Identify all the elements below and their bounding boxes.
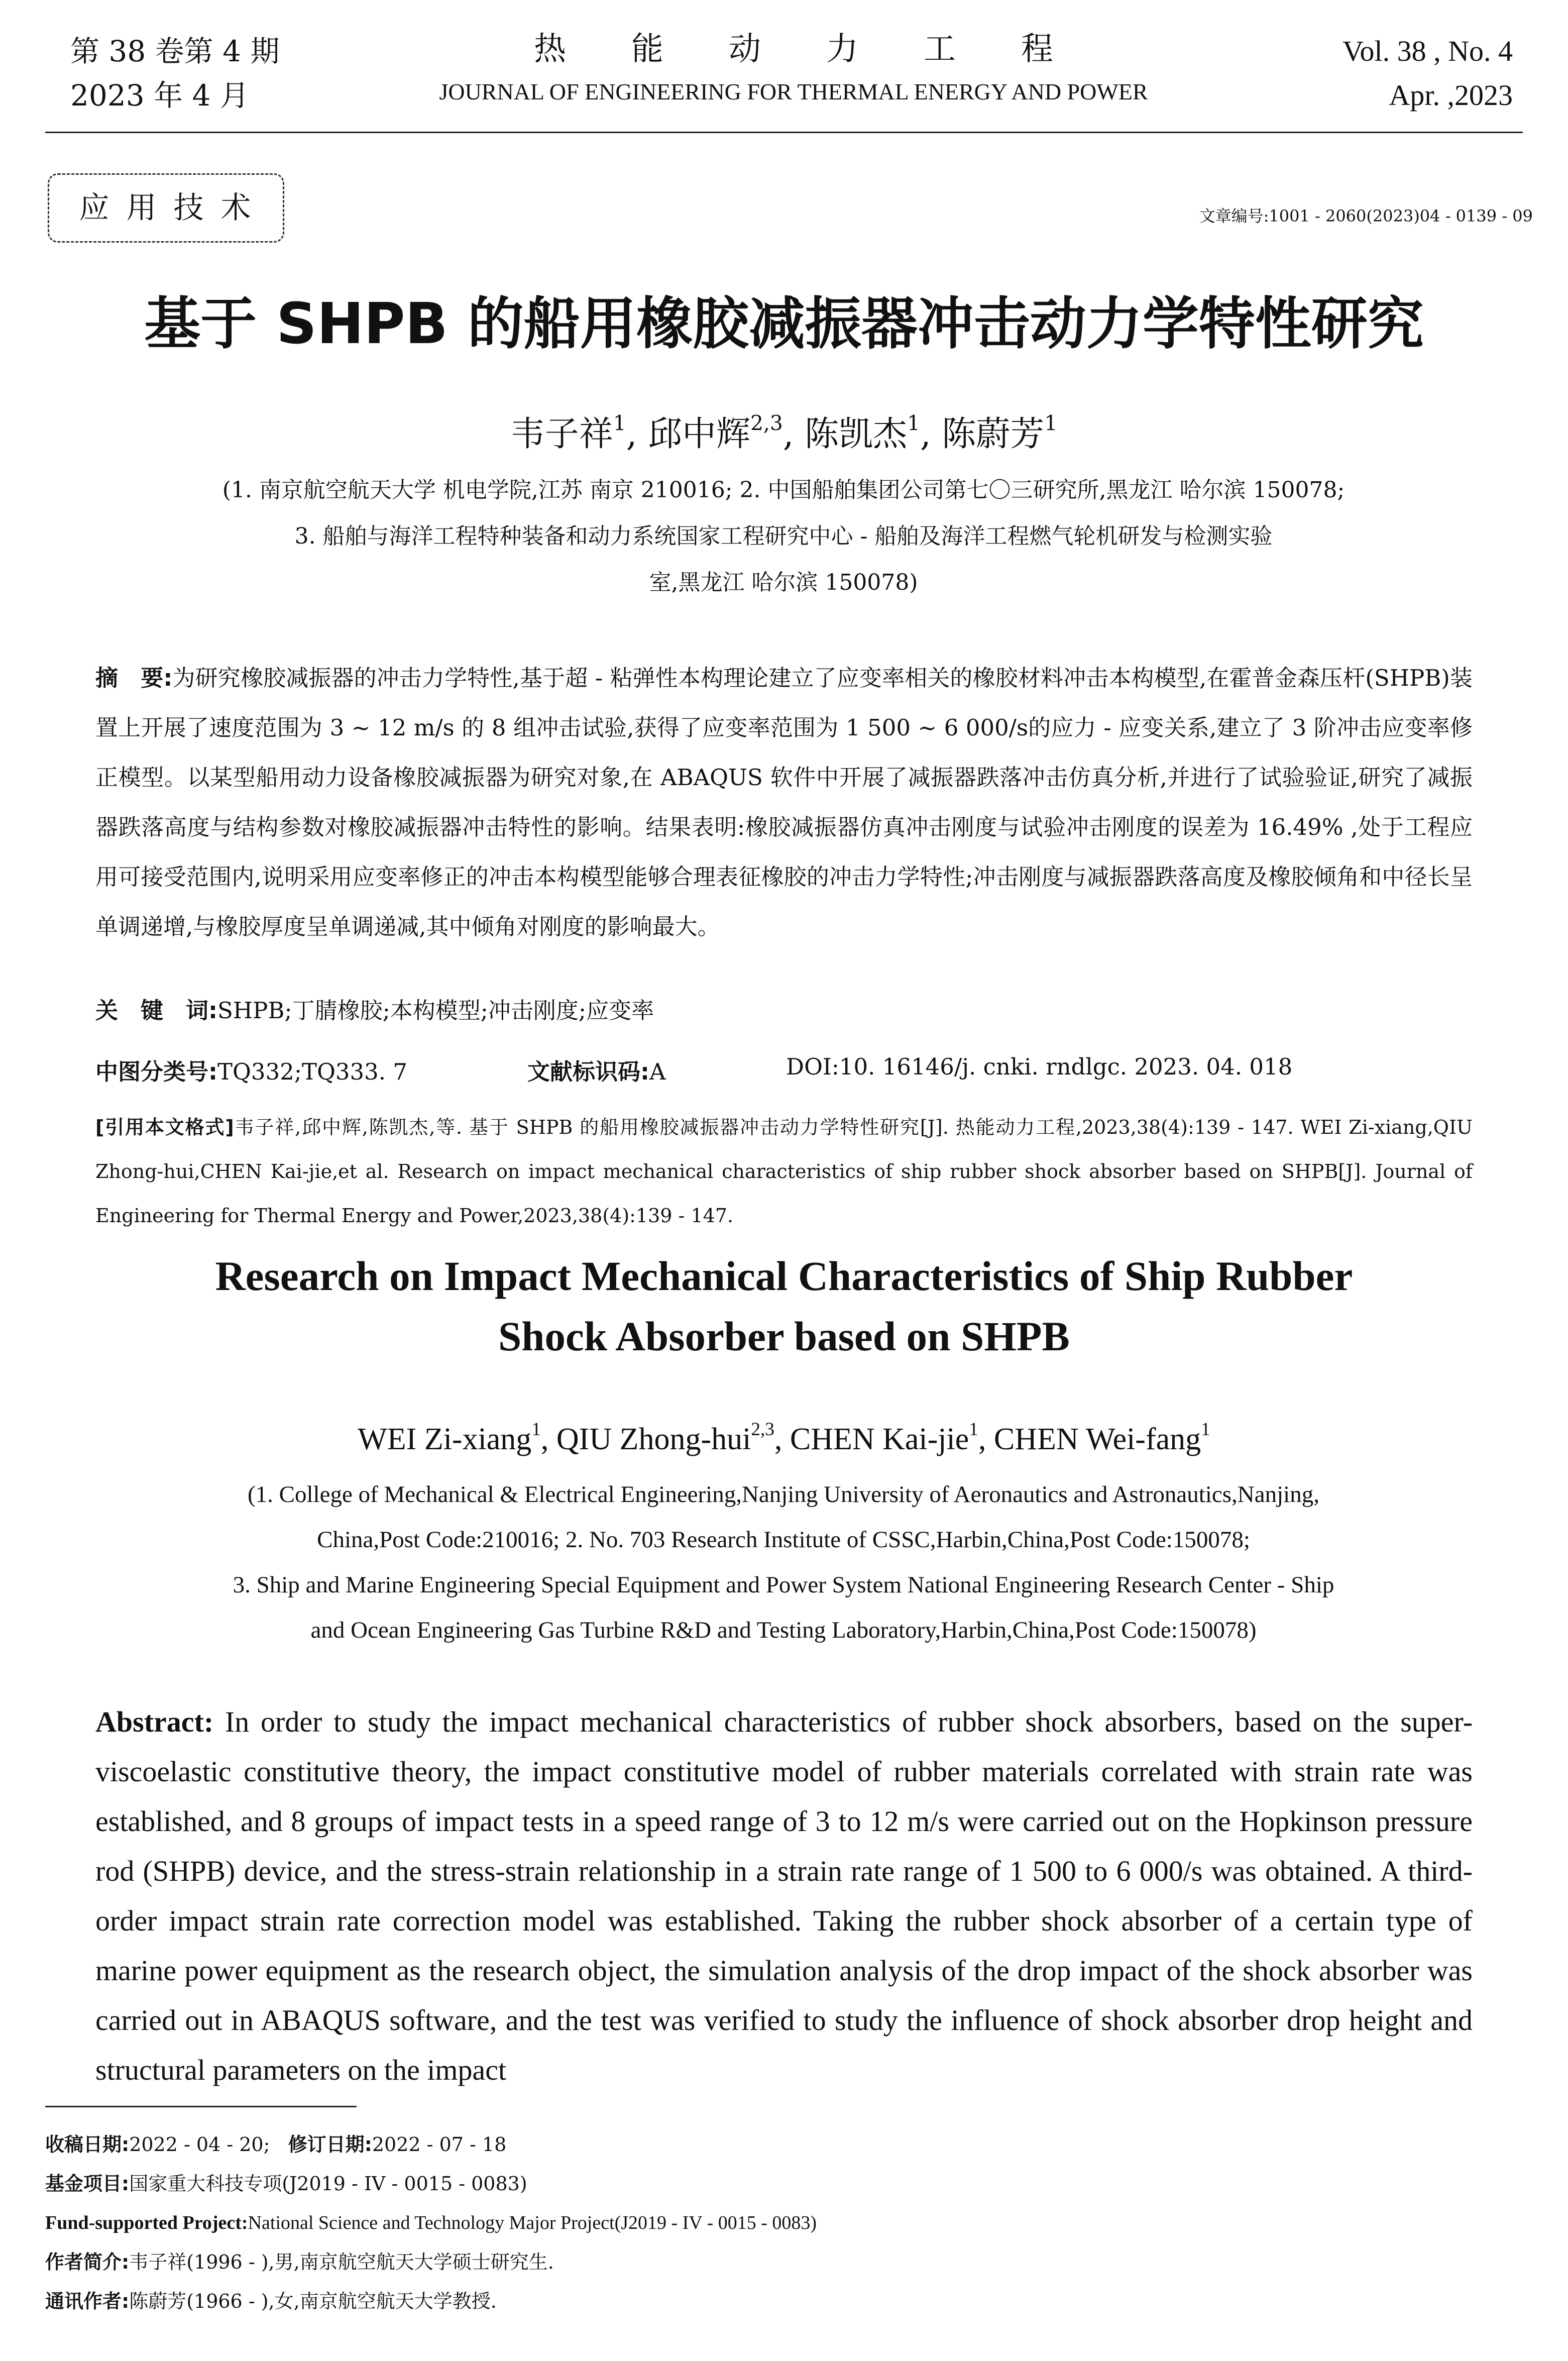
- doc-code-value: A: [649, 1058, 666, 1085]
- author-en: CHEN Wei-fang: [993, 1422, 1201, 1456]
- abstract-en-text: In order to study the impact mechanical characteristics of rubber shock absorbers, based on the super-viscoelastic constitutive theory, the impact constitutive model of rubber materials correlated with strain rate was established, and 8 groups of impact tests in a speed range of 3 to 12 m/s were carried out on the Hopkinson pressure rod (SHPB) device, and the stress-strain relationship in a strain rate range of 1 500 to 6 000/s was obtained. A third-order impact strain rate correction model was established. Taking the rubber shock absorber of a certain type of marine power equipment as the research object, the simulation analysis of the drop impact of the shock absorber was carried out in ABAQUS software, and the test was verified to study the influence of shock absorber drop height and structural parameters on the impact: [95, 1705, 1473, 2086]
- author-cn: 韦子祥: [510, 414, 613, 454]
- affiliation-line: and Ocean Engineering Gas Turbine R&D and Testing Laboratory,Harbin,China,Post Code:150078): [310, 1617, 1257, 1643]
- author-en: WEI Zi-xiang: [358, 1422, 532, 1456]
- author-sup: 1: [613, 411, 626, 436]
- affiliation-line: (1. College of Mechanical & Electrical Engineering,Nanjing University of Aeronautics and Astronautics,Nanjing,: [248, 1481, 1319, 1508]
- doi: DOI:10. 16146/j. cnki. rndlgc. 2023. 04. 018: [786, 1053, 1293, 1080]
- doc-code: [527, 1053, 666, 1086]
- author-sup: 1: [969, 1419, 978, 1440]
- received-value: 2022 - 04 - 20;: [129, 2133, 270, 2156]
- affiliations-cn: [90, 467, 1477, 606]
- keywords-label: 关 键 词:: [95, 997, 217, 1024]
- author-bio-line: [45, 2242, 1502, 2282]
- author-sup: 1: [531, 1419, 541, 1440]
- fund-cn-value: 国家重大科技专项(J2019 - IV - 0015 - 0083): [129, 2173, 527, 2195]
- author-cn: 陈蔚芳: [942, 414, 1045, 454]
- issue-info-en: [1342, 29, 1513, 118]
- section-tag: [48, 173, 284, 243]
- clc-value: TQ332;TQ333. 7: [217, 1058, 407, 1085]
- journal-name-cn: 热能动力工程: [534, 31, 1118, 68]
- fund-en-line: [45, 2203, 1502, 2242]
- affiliation-line: China,Post Code:210016; 2. No. 703 Research Institute of CSSC,Harbin,China,Post Code:150078;: [317, 1527, 1250, 1553]
- issue-number-cn: 第 38 卷第 4 期: [70, 34, 280, 68]
- author-sup: 2,3: [751, 1419, 774, 1440]
- abstract-cn-label: 摘 要:: [95, 665, 173, 691]
- affiliation-line: (1. 南京航空航天大学 机电学院,江苏 南京 210016; 2. 中国船舶集团公司第七〇三研究所,黑龙江 哈尔滨 150078;: [222, 477, 1345, 503]
- keywords-cn: [95, 992, 654, 1025]
- corresponding-label: 通讯作者:: [45, 2290, 130, 2312]
- volume-en: Vol. 38 , No. 4: [1342, 35, 1513, 67]
- citation-label: [引用本文格式]: [95, 1116, 234, 1138]
- citation-text: 韦子祥,邱中辉,陈凯杰,等. 基于 SHPB 的船用橡胶减振器冲击动力学特性研究[J]. 热能动力工程,2023,38(4):139 - 147. WEI Zi-xiang,QIU Zhong-hui,CHEN Kai-jie,et al. Research on impact mechanical characteristics of ship rubber shock absorber based on SHPB[J]. Journal of Engineering for Thermal Energy and Power,2023,38(4):139 - 147.: [95, 1116, 1473, 1227]
- issue-date-cn: 2023 年 4 月: [70, 78, 249, 113]
- article-number: 文章编号:1001 - 2060(2023)04 - 0139 - 09: [1199, 206, 1533, 226]
- title-en-line: Research on Impact Mechanical Characteristics of Ship Rubber: [215, 1253, 1353, 1299]
- title-en-line: Shock Absorber based on SHPB: [498, 1313, 1070, 1359]
- authors-cn: 韦子祥$^1$, 邱中辉$^{2,3}$, 陈凯杰$^1$, 陈蔚芳$^1$: [510, 411, 1058, 454]
- abstract-en: [95, 1697, 1473, 2095]
- abstract-cn: [95, 653, 1473, 951]
- revised-value: 2022 - 07 - 18: [372, 2133, 507, 2156]
- section-tag-label: 应用技术: [79, 190, 268, 226]
- corresponding-value: 陈蔚芳(1966 - ),女,南京航空航天大学教授.: [129, 2290, 497, 2312]
- author-sup: 2,3: [750, 411, 783, 436]
- header-rule: [45, 132, 1523, 133]
- journal-name-en: JOURNAL OF ENGINEERING FOR THERMAL ENERGY AND POWER: [439, 79, 1148, 104]
- abstract-en-label: Abstract:: [95, 1705, 214, 1738]
- title-cn: 基于 SHPB 的船用橡胶减振器冲击动力学特性研究: [144, 291, 1424, 357]
- citation-block: [95, 1105, 1473, 1238]
- abstract-cn-text: 为研究橡胶减振器的冲击力学特性,基于超 - 粘弹性本构理论建立了应变率相关的橡胶材料冲击本构模型,在霍普金森压杆(SHPB)装置上开展了速度范围为 3 ~ 12 m/s 的 8 组冲击试验,获得了应变率范围为 1 500 ~ 6 000/s的应力 - 应变关系,建立了 3 阶冲击应变率修正模型。以某型船用动力设备橡胶减振器为研究对象,在 ABAQUS 软件中开展了减振器跌落冲击仿真分析,并进行了试验验证,研究了减振器跌落高度与结构参数对橡胶减振器冲击特性的影响。结果表明:橡胶减振器仿真冲击刚度与试验冲击刚度的误差为 16.49% ,处于工程应用可接受范围内,说明采用应变率修正的冲击本构模型能够合理表征橡胶的冲击力学特性;冲击刚度与减振器跌落高度及橡胶倾角和中径长呈单调递增,与橡胶厚度呈单调递减,其中倾角对刚度的影响最大。: [95, 665, 1473, 940]
- keywords-text: SHPB;丁腈橡胶;本构模型;冲击刚度;应变率: [217, 997, 654, 1024]
- fund-en-value: National Science and Technology Major Project(J2019 - IV - 0015 - 0083): [248, 2212, 817, 2233]
- fund-cn-label: 基金项目:: [45, 2173, 130, 2195]
- title-en: [0, 1246, 1568, 1366]
- authors-en: WEI Zi-xiang$^1$, QIU Zhong-hui$^{2,3}$, CHEN Kai-jie$^1$, CHEN Wei-fang$^1$: [358, 1419, 1210, 1456]
- author-en: CHEN Kai-jie: [790, 1422, 969, 1456]
- received-label: 收稿日期:: [45, 2133, 130, 2156]
- author-sup: 1: [1201, 1419, 1210, 1440]
- author-en: QIU Zhong-hui: [556, 1422, 751, 1456]
- classification-row: [95, 1053, 407, 1086]
- received-line: [45, 2125, 1502, 2164]
- clc-label: 中图分类号:: [95, 1058, 217, 1085]
- affiliation-line: 3. 船舶与海洋工程特种装备和动力系统国家工程研究中心 - 船舶及海洋工程燃气轮机研发与检测实验: [294, 523, 1273, 549]
- fund-en-label: Fund-supported Project:: [45, 2212, 248, 2233]
- footnotes: [45, 2125, 1502, 2321]
- author-bio-label: 作者简介:: [45, 2251, 130, 2273]
- journal-masthead: [382, 29, 1205, 110]
- author-cn: 陈凯杰: [805, 414, 908, 454]
- affiliation-line: 室,黑龙江 哈尔滨 150078): [649, 570, 918, 595]
- affiliation-line: 3. Ship and Marine Engineering Special Equipment and Power System National Engineering Research Center - Ship: [233, 1572, 1334, 1598]
- doc-code-label: 文献标识码:: [527, 1058, 649, 1085]
- date-en: Apr. ,2023: [1389, 79, 1513, 112]
- author-sup: 1: [907, 411, 921, 436]
- author-sup: 1: [1044, 411, 1058, 436]
- corresponding-line: [45, 2282, 1502, 2321]
- issue-info-cn: [70, 29, 279, 118]
- footnote-rule: [45, 2106, 357, 2107]
- fund-cn-line: [45, 2164, 1502, 2203]
- revised-label: 修订日期:: [288, 2133, 372, 2156]
- author-bio-value: 韦子祥(1996 - ),男,南京航空航天大学硕士研究生.: [129, 2251, 554, 2273]
- author-cn: 邱中辉: [647, 414, 750, 454]
- affiliations-en: [90, 1472, 1477, 1653]
